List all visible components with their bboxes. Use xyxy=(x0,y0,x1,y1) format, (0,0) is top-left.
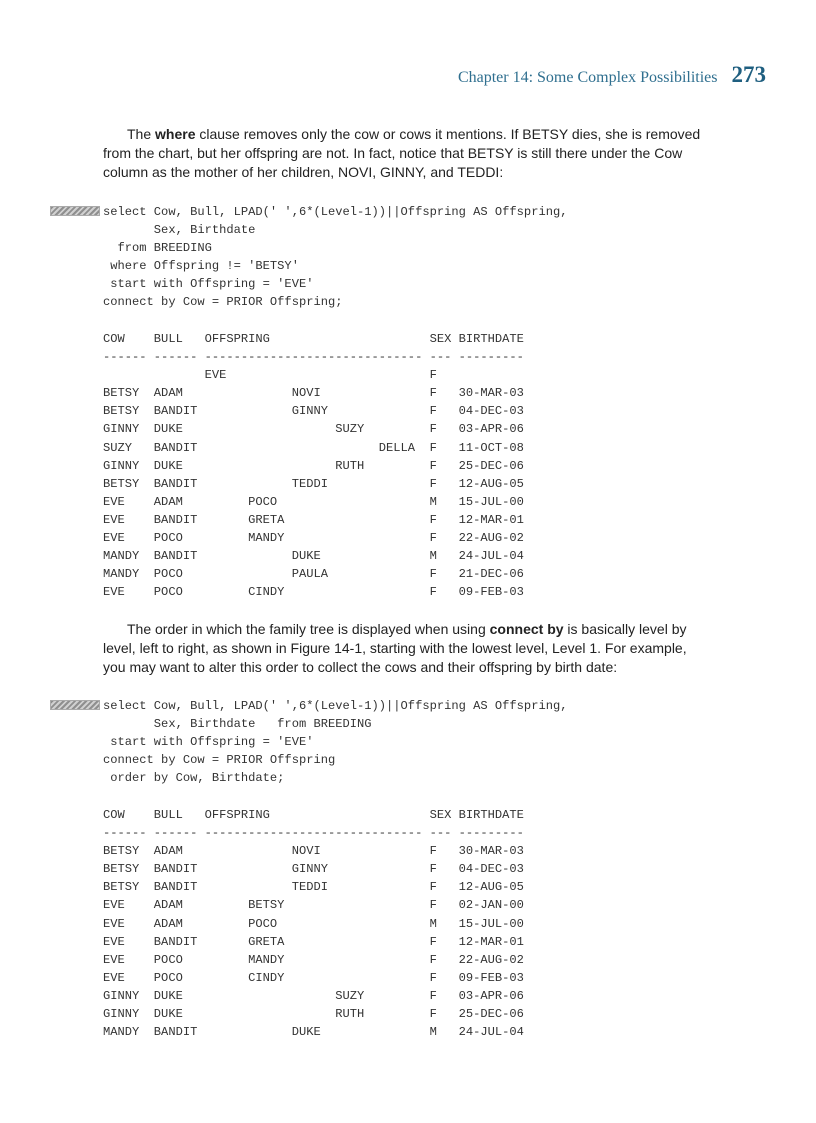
para1-text-end: clause removes only the cow or cows it mentions. If BETSY dies, she is removed from the chart, but her offspring are not. In fact, notice that BETSY is still there under the Cow column as the mother of her children, NOVI, GINNY, and TEDDI: xyxy=(103,126,701,180)
sql-query-1: select Cow, Bull, LPAD(' ',6*(Level-1))||Offspring AS Offspring, Sex, Birthdate from BREEDING where Offspring != 'BETSY' start with Offspring = 'EVE' connect by Cow = PRIOR Offspring; xyxy=(103,205,568,310)
running-header xyxy=(458,62,766,88)
para2-text-start: The order in which the family tree is displayed when using xyxy=(127,621,490,637)
para2-text-end: is basically level by level, left to right, as shown in Figure 14-1, starting with the lowest level, Level 1. For example, you may want to alter this order to collect the cows and their offspring by birth date: xyxy=(103,621,687,675)
sql-query-2: select Cow, Bull, LPAD(' ',6*(Level-1))||Offspring AS Offspring, Sex, Birthdate from BREEDING start with Offspring = 'EVE' connect by Cow = PRIOR Offspring order by Cow, Birthdate; xyxy=(103,699,568,786)
para1-keyword: where xyxy=(155,126,196,142)
page-number: 273 xyxy=(731,62,766,87)
query-2-results: COW BULL OFFSPRING SEX BIRTHDATE ------ ------ ------------------------------ --- --------- BETSY ADAM NOVI F 30-MAR-03 BETSY BANDIT GINNY F 04-DEC-03 BETSY BANDIT TEDDI F 12-AUG-05 EVE ADAM BETSY F 02-JAN-00 EVE ADAM POCO M 15-JUL-00 EVE BANDIT GRETA F 12-MAR-01 EVE POCO MANDY F 22-AUG-02 EVE POCO CINDY F 09-FEB-03 GINNY DUKE SUZY F 03-APR-06 GINNY DUKE RUTH F 25-DEC-06 MANDY BANDIT DUKE M 24-JUL-04 xyxy=(103,808,524,1040)
chapter-title: Chapter 14: Some Complex Possibilities xyxy=(457,69,718,86)
code-marker-icon xyxy=(50,700,100,710)
para1-text-start: The xyxy=(127,126,156,142)
paragraph-connect-by xyxy=(103,620,703,677)
query-1-results: COW BULL OFFSPRING SEX BIRTHDATE ------ ------ ------------------------------ --- --------- EVE F BETSY ADAM NOVI F 30-MAR-03 BETSY BANDIT GINNY F 04-DEC-03 GINNY DUKE SUZY F 03-APR-06 SUZY BANDIT DELLA F 11-OCT-08 GINNY DUKE RUTH F 25-DEC-06 BETSY BANDIT TEDDI F 12-AUG-05 EVE ADAM POCO M 15-JUL-00 EVE BANDIT GRETA F 12-MAR-01 EVE POCO MANDY F 22-AUG-02 MANDY BANDIT DUKE M 24-JUL-04 MANDY POCO PAULA F 21-DEC-06 EVE POCO CINDY F 09-FEB-03 xyxy=(103,332,524,600)
code-marker-icon xyxy=(50,206,100,216)
paragraph-where-clause xyxy=(103,125,703,182)
para2-keyword: connect by xyxy=(489,621,564,637)
